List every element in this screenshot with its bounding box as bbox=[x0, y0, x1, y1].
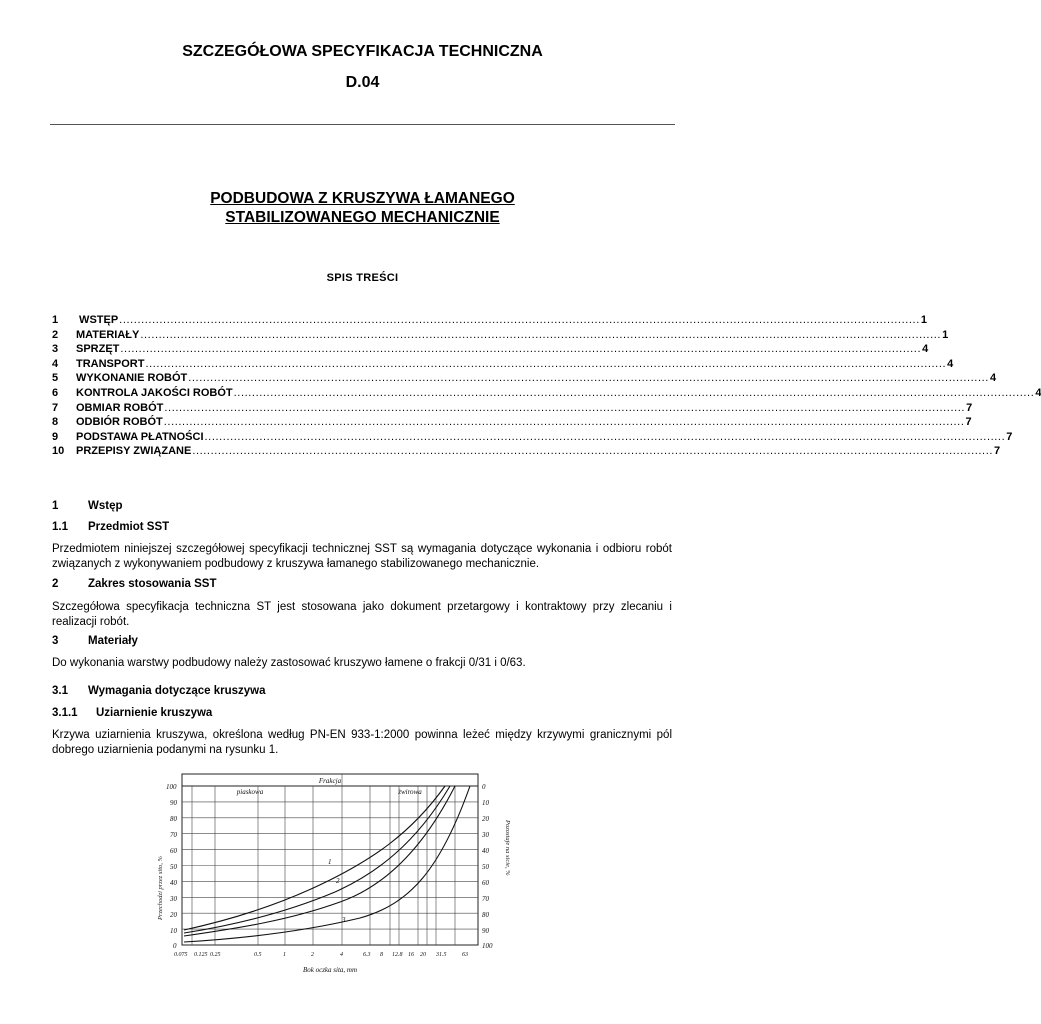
bottom-tick: 0.5 bbox=[254, 952, 262, 958]
section-1-heading bbox=[52, 500, 123, 512]
curve-label-1: 1 bbox=[328, 858, 332, 866]
toc-leader bbox=[120, 342, 921, 357]
document-title-line-1: PODBUDOWA Z KRUSZYWA ŁAMANEGO bbox=[210, 190, 515, 207]
left-tick: 90 bbox=[170, 799, 177, 807]
toc-row[interactable] bbox=[52, 357, 954, 372]
zone-sand-label: piaskowa bbox=[236, 788, 264, 796]
bottom-tick: 0.075 bbox=[174, 952, 188, 958]
bottom-tick: 8 bbox=[380, 952, 383, 958]
right-tick: 80 bbox=[482, 911, 489, 919]
section-title: Materiały bbox=[88, 635, 138, 647]
section-title: Wymagania dotyczące kruszywa bbox=[88, 685, 266, 697]
section-1-1-heading bbox=[52, 521, 169, 533]
section-1-1-paragraph: Przedmiotem niniejszej szczegółowej specyfikacji technicznej SST są wymagania dotyczące wykonania i odbioru robót związanych z wykonywaniem podbudowy z kruszywa łamanego stabilizowanego mechanicznie. bbox=[52, 543, 672, 570]
bottom-axis-label: Bok oczka sita, mm bbox=[302, 966, 358, 974]
section-3-1-1-heading bbox=[52, 707, 212, 719]
right-tick: 100 bbox=[482, 942, 493, 950]
toc-number: 7 bbox=[52, 401, 59, 414]
bottom-tick: 12.8 bbox=[392, 952, 403, 958]
toc-leader bbox=[234, 386, 1035, 401]
toc-label: ODBIÓR ROBÓT bbox=[76, 416, 163, 429]
spec-header-title: SZCZEGÓŁOWA SPECYFIKACJA TECHNICZNA bbox=[182, 43, 543, 60]
section-3-1-1-paragraph: Krzywa uziarnienia kruszywa, określona według PN-EN 933-1:2000 powinna leżeć między krzywymi granicznymi pól dobrego uziarnienia podanymi na rysunku 1. bbox=[52, 729, 672, 756]
toc-label: PRZEPISY ZWIĄZANE bbox=[76, 445, 192, 458]
toc-label: KONTROLA JAKOŚCI ROBÓT bbox=[76, 386, 233, 399]
bottom-tick: 31.5 bbox=[436, 952, 447, 958]
left-tick: 80 bbox=[170, 815, 177, 823]
bottom-tick: 1 bbox=[283, 952, 286, 958]
right-tick: 0 bbox=[482, 783, 486, 791]
toc-row[interactable] bbox=[52, 342, 929, 357]
spec-code: D.04 bbox=[345, 74, 380, 91]
right-tick: 40 bbox=[482, 847, 489, 855]
section-number: 1 bbox=[52, 500, 59, 512]
toc-page: 4 bbox=[947, 357, 954, 370]
toc-page: 7 bbox=[966, 401, 973, 414]
toc-row[interactable] bbox=[52, 328, 949, 343]
toc-leader bbox=[140, 328, 941, 343]
toc-heading: SPIS TREŚCI bbox=[326, 272, 399, 284]
right-tick: 60 bbox=[482, 879, 489, 887]
toc-number: 8 bbox=[52, 416, 59, 429]
left-tick: 0 bbox=[173, 942, 177, 950]
bottom-tick: 4 bbox=[340, 952, 343, 958]
toc-number: 2 bbox=[52, 328, 59, 341]
toc-label: SPRZĘT bbox=[76, 343, 120, 356]
toc-row[interactable] bbox=[52, 313, 927, 328]
section-number: 3.1.1 bbox=[52, 707, 78, 719]
left-tick: 50 bbox=[170, 863, 177, 871]
document-title-line-2: STABILIZOWANEGO MECHANICZNIE bbox=[225, 209, 500, 226]
toc-leader bbox=[164, 401, 965, 416]
toc-row[interactable] bbox=[52, 430, 1013, 445]
toc-number: 6 bbox=[52, 386, 59, 399]
right-tick: 30 bbox=[482, 831, 489, 839]
toc-number: 1 bbox=[52, 314, 59, 326]
left-tick: 70 bbox=[170, 831, 177, 839]
section-title: Wstęp bbox=[88, 500, 123, 512]
toc-label: WSTĘP bbox=[76, 314, 119, 326]
section-number: 3 bbox=[52, 635, 59, 647]
section-number: 1.1 bbox=[52, 521, 68, 533]
grading-curve-figure bbox=[157, 770, 530, 990]
toc-page: 7 bbox=[965, 416, 972, 429]
toc-number: 10 bbox=[52, 445, 65, 458]
toc-leader bbox=[192, 444, 993, 459]
right-tick: 50 bbox=[482, 863, 489, 871]
toc-row[interactable] bbox=[52, 415, 972, 430]
table-of-contents bbox=[52, 313, 1041, 459]
toc-leader bbox=[119, 313, 920, 328]
toc-number: 9 bbox=[52, 430, 59, 443]
toc-page: 7 bbox=[1006, 430, 1013, 443]
bottom-tick: 63 bbox=[462, 952, 468, 958]
section-3-heading bbox=[52, 635, 138, 647]
section-3-1-heading bbox=[52, 685, 265, 697]
section-title: Uziarnienie kruszywa bbox=[96, 707, 213, 719]
curve-label-3: 3 bbox=[342, 916, 346, 924]
section-2-heading bbox=[52, 578, 216, 590]
left-tick: 20 bbox=[170, 911, 177, 919]
toc-leader bbox=[188, 371, 989, 386]
right-axis-label: Pozostaje na sicie, % bbox=[504, 820, 511, 876]
right-tick: 10 bbox=[482, 799, 489, 807]
curve-label-2: 2 bbox=[336, 877, 340, 885]
right-tick: 20 bbox=[482, 815, 489, 823]
header-divider bbox=[50, 124, 675, 125]
toc-row[interactable] bbox=[52, 401, 973, 416]
toc-number: 3 bbox=[52, 343, 59, 356]
section-2-paragraph: Szczegółowa specyfikacja techniczna ST jest stosowana jako dokument przetargowy i kontraktowy przy zlecaniu i realizacji robót. bbox=[52, 601, 672, 628]
toc-number: 5 bbox=[52, 372, 59, 385]
bottom-tick: 0.25 bbox=[210, 952, 221, 958]
grading-curve-1b bbox=[184, 786, 450, 933]
toc-page: 4 bbox=[922, 343, 929, 356]
frakcja-label: Frakcja bbox=[318, 777, 342, 785]
toc-label: TRANSPORT bbox=[76, 357, 145, 370]
left-tick: 10 bbox=[170, 927, 177, 935]
right-tick: 90 bbox=[482, 927, 489, 935]
toc-label: WYKONANIE ROBÓT bbox=[76, 372, 188, 385]
toc-page: 7 bbox=[994, 445, 1001, 458]
toc-page: 4 bbox=[989, 372, 997, 385]
toc-label: MATERIAŁY bbox=[76, 328, 140, 341]
toc-row[interactable] bbox=[52, 386, 1041, 401]
bottom-tick: 0.125 bbox=[194, 952, 208, 958]
section-number: 2 bbox=[52, 578, 59, 590]
zone-gravel-label: żwirowa bbox=[398, 788, 422, 796]
bottom-tick: 6.3 bbox=[363, 952, 371, 958]
left-tick: 30 bbox=[170, 895, 177, 903]
section-title: Zakres stosowania SST bbox=[88, 578, 217, 590]
bottom-tick: 2 bbox=[311, 952, 314, 958]
toc-leader bbox=[145, 357, 946, 372]
bottom-tick: 16 bbox=[408, 952, 414, 958]
left-tick: 60 bbox=[170, 847, 177, 855]
section-3-paragraph: Do wykonania warstwy podbudowy należy zastosować kruszywo łamene o frakcji 0/31 i 0/63. bbox=[52, 657, 526, 669]
toc-page: 4 bbox=[1035, 386, 1041, 399]
left-tick: 40 bbox=[170, 879, 177, 887]
toc-number: 4 bbox=[52, 357, 59, 370]
left-tick: 100 bbox=[166, 783, 177, 791]
toc-leader bbox=[205, 430, 1006, 445]
bottom-tick: 20 bbox=[420, 952, 426, 958]
toc-row[interactable] bbox=[52, 371, 997, 386]
toc-page: 1 bbox=[942, 328, 949, 341]
section-number: 3.1 bbox=[52, 685, 68, 697]
section-title: Przedmiot SST bbox=[88, 521, 170, 533]
toc-page: 1 bbox=[920, 314, 927, 326]
toc-label: OBMIAR ROBÓT bbox=[76, 401, 164, 414]
toc-leader bbox=[164, 415, 965, 430]
left-axis-label: Przechodzi przez sito, % bbox=[157, 856, 164, 920]
toc-label: PODSTAWA PŁATNOŚCI bbox=[76, 430, 204, 443]
right-tick: 70 bbox=[482, 895, 489, 903]
toc-row[interactable] bbox=[52, 444, 1001, 459]
